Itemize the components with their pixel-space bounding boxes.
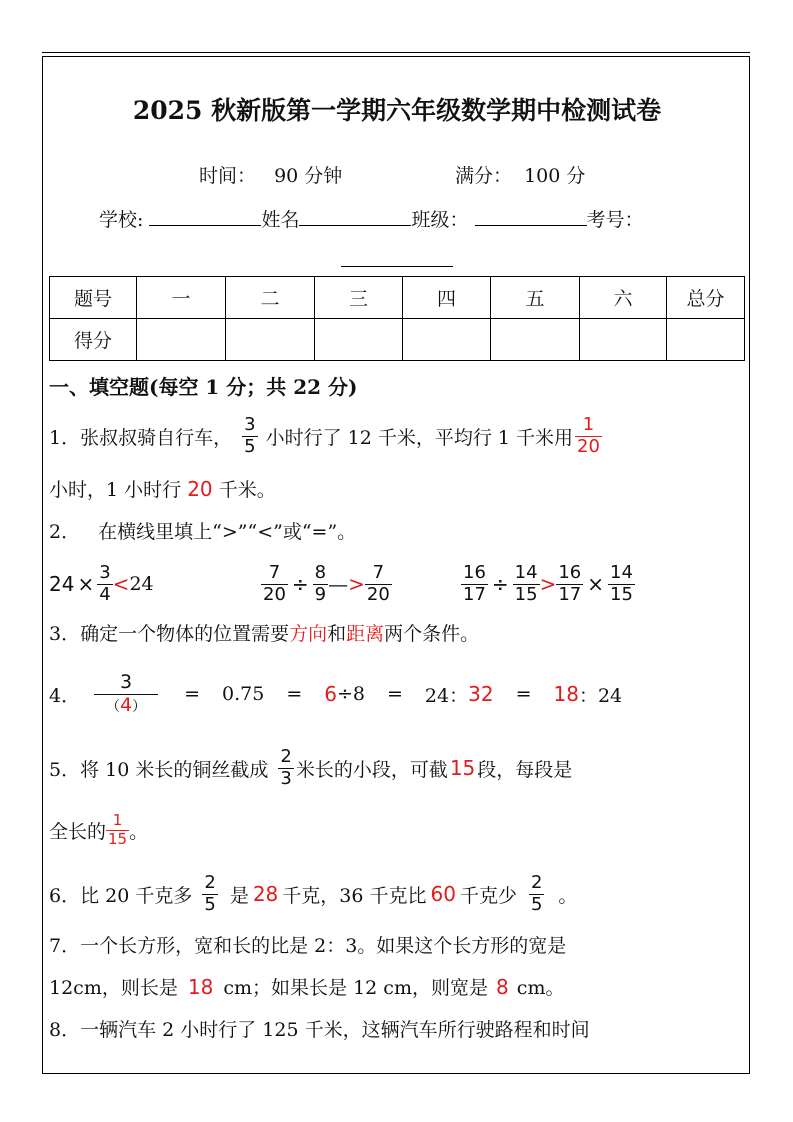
header-cell: 五 bbox=[491, 277, 580, 319]
q5-text-c: 段，每段是 bbox=[477, 758, 573, 781]
numerator: 1 bbox=[106, 813, 129, 831]
expr-fraction bbox=[513, 561, 540, 605]
denominator: 20 bbox=[577, 435, 600, 457]
exam-time bbox=[199, 161, 342, 188]
denominator: 15 bbox=[108, 829, 128, 848]
expr-fraction bbox=[313, 561, 328, 605]
q2-number: 2． bbox=[49, 521, 81, 543]
q6-text-a: 6．比 20 千克多 bbox=[49, 884, 193, 907]
top-rule bbox=[42, 52, 750, 53]
q3-answer-2: 距离 bbox=[346, 623, 385, 645]
denominator: 5 bbox=[204, 893, 216, 915]
score-table-header-row bbox=[50, 277, 745, 319]
q2-text: 在横线里填上“>”“<”或“=”。 bbox=[98, 521, 357, 543]
denominator: 15 bbox=[610, 583, 633, 605]
times-sign: × bbox=[77, 572, 95, 596]
score-cell[interactable] bbox=[667, 319, 745, 361]
q5-text-d: 全长的 bbox=[49, 820, 107, 843]
q6-fraction-2 bbox=[529, 871, 544, 915]
school-field[interactable] bbox=[149, 209, 261, 226]
id-field-row bbox=[341, 250, 453, 271]
expr-rhs: 24 bbox=[129, 573, 154, 595]
q2-expression-1 bbox=[49, 557, 154, 611]
q2-expression-2 bbox=[261, 557, 392, 611]
section-heading: 一、填空题(每空 1 分；共 22 分) bbox=[49, 375, 358, 399]
q1-fraction bbox=[242, 413, 257, 457]
q1-answer-fraction bbox=[575, 413, 602, 457]
q5-answer-fraction bbox=[106, 810, 129, 848]
denominator: 15 bbox=[514, 583, 538, 605]
numerator: 2 bbox=[280, 745, 292, 767]
numerator: 3 bbox=[244, 413, 256, 435]
header-cell: 三 bbox=[315, 277, 403, 319]
question-5-line-2 bbox=[49, 803, 148, 857]
denominator: 20 bbox=[366, 583, 390, 605]
q2-expression-3 bbox=[461, 557, 635, 611]
numerator: 7 bbox=[365, 564, 392, 585]
header-cell: 题号 bbox=[50, 277, 137, 319]
header-cell: 四 bbox=[403, 277, 491, 319]
score-cell[interactable] bbox=[403, 319, 491, 361]
score-cell[interactable] bbox=[137, 319, 226, 361]
q5-text-b: 米长的小段，可截 bbox=[295, 758, 448, 781]
class-label: 班级： bbox=[411, 209, 469, 231]
score-table bbox=[49, 276, 745, 361]
question-2-line-1 bbox=[49, 517, 356, 544]
q4-decimal: 0.75 bbox=[222, 683, 265, 705]
expr-fraction bbox=[97, 561, 112, 605]
paren-left: （ bbox=[106, 698, 121, 715]
header-cell: 六 bbox=[580, 277, 667, 319]
q2-answer-2: > bbox=[348, 572, 365, 596]
denominator: 17 bbox=[463, 583, 486, 605]
q4-answer-dividend: 6 bbox=[324, 682, 337, 706]
denominator: 5 bbox=[530, 893, 543, 915]
q7-text-b: cm；如果长是 12 cm，则宽是 bbox=[223, 977, 488, 999]
expr-fraction bbox=[556, 561, 583, 605]
numerator: 7 bbox=[261, 564, 288, 585]
numerator: 3 bbox=[94, 673, 158, 695]
divide-sign: ÷ bbox=[291, 572, 309, 596]
score-row-label: 得分 bbox=[50, 319, 137, 361]
q1-text-b: 小时行了 12 千米，平均行 1 千米用 bbox=[265, 426, 573, 449]
q5-text-e: 。 bbox=[129, 820, 149, 843]
question-5-line-1 bbox=[49, 741, 572, 795]
q1-text-d: 千米。 bbox=[218, 479, 276, 501]
header-cell: 总分 bbox=[667, 277, 745, 319]
q4-answer-denominator: 4 bbox=[120, 693, 133, 716]
equals-sign: = bbox=[286, 683, 303, 705]
answer-line: — bbox=[328, 572, 349, 596]
q4-ratio-right: ：24 bbox=[578, 684, 623, 707]
header-cell: 一 bbox=[137, 277, 226, 319]
q3-text-c: 两个条件。 bbox=[384, 623, 480, 645]
q6-answer-1: 28 bbox=[252, 882, 279, 906]
question-1-line-1 bbox=[49, 409, 602, 463]
question-4 bbox=[49, 661, 622, 727]
expr-fraction bbox=[261, 561, 288, 605]
expr-fraction bbox=[608, 561, 635, 605]
question-6 bbox=[49, 867, 577, 921]
q6-answer-2: 60 bbox=[430, 882, 456, 906]
expr-integer: 24 bbox=[49, 572, 75, 596]
q5-fraction bbox=[278, 745, 293, 789]
q7-answer-length: 18 bbox=[187, 975, 214, 999]
denominator: 9 bbox=[314, 583, 327, 605]
q6-fraction-1 bbox=[202, 871, 217, 915]
name-label: 姓名 bbox=[261, 209, 300, 231]
time-label: 时间： bbox=[199, 165, 257, 187]
q6-text-d: 千克少 bbox=[459, 884, 517, 907]
header-cell: 二 bbox=[226, 277, 315, 319]
q6-text-c: 千克，36 千克比 bbox=[282, 884, 427, 907]
times-sign: × bbox=[587, 572, 605, 596]
q5-text-a: 5．将 10 米长的铜丝截成 bbox=[49, 758, 269, 781]
q7-text-a: 12cm，则长是 bbox=[49, 977, 178, 999]
q1-number: 1． bbox=[49, 426, 81, 449]
q1-text-c: 小时，1 小时行 bbox=[49, 479, 182, 501]
equals-sign: = bbox=[184, 683, 201, 705]
q4-fraction bbox=[94, 670, 158, 716]
exam-title: 2025 秋新版第一学期六年级数学期中检测试卷 bbox=[132, 96, 662, 125]
numerator: 3 bbox=[99, 561, 111, 583]
name-field[interactable] bbox=[299, 209, 411, 226]
score-cell[interactable] bbox=[491, 319, 580, 361]
q4-number: 4． bbox=[49, 684, 81, 707]
score-cell[interactable] bbox=[315, 319, 403, 361]
q2-answer-3: > bbox=[539, 572, 557, 596]
q1-text-a: 张叔叔骑自行车， bbox=[80, 426, 233, 449]
question-7-line-2 bbox=[49, 973, 564, 1000]
numerator: 8 bbox=[314, 561, 327, 583]
denominator bbox=[94, 695, 158, 716]
exam-full-score bbox=[455, 161, 585, 188]
id-label: 考号： bbox=[586, 209, 644, 231]
numerator: 16 bbox=[463, 561, 486, 583]
time-value: 90 分钟 bbox=[274, 165, 343, 187]
denominator: 17 bbox=[558, 583, 582, 605]
numerator: 2 bbox=[530, 871, 543, 893]
question-3 bbox=[49, 619, 479, 646]
q1-answer-speed: 20 bbox=[187, 477, 213, 501]
numerator: 2 bbox=[204, 871, 216, 893]
q3-answer-1: 方向 bbox=[289, 623, 328, 645]
numerator: 1 bbox=[575, 416, 602, 437]
q5-answer-count: 15 bbox=[449, 756, 476, 780]
q6-text-b: 是 bbox=[229, 884, 249, 907]
denominator: 20 bbox=[263, 583, 286, 605]
numerator: 14 bbox=[514, 561, 538, 583]
school-label: 学校: bbox=[99, 209, 144, 231]
score-cell[interactable] bbox=[226, 319, 315, 361]
student-info-row bbox=[99, 205, 644, 232]
equals-sign: = bbox=[387, 683, 403, 705]
q7-answer-width: 8 bbox=[496, 975, 509, 999]
q2-answer-1: < bbox=[112, 572, 130, 596]
q3-text-b: 和 bbox=[327, 623, 347, 645]
expr-fraction bbox=[461, 561, 488, 605]
denominator: 5 bbox=[244, 435, 256, 457]
q4-answer-ratio-term: 32 bbox=[468, 682, 494, 706]
exam-paper bbox=[42, 56, 750, 1074]
q7-text-c: cm。 bbox=[516, 977, 565, 999]
divide-sign: ÷ bbox=[491, 572, 509, 596]
q6-text-e: 。 bbox=[558, 884, 578, 907]
denominator: 4 bbox=[99, 583, 111, 605]
id-field[interactable] bbox=[341, 250, 453, 267]
q4-ratio-left: 24： bbox=[424, 684, 469, 707]
numerator: 16 bbox=[558, 561, 582, 583]
score-label: 满分： bbox=[455, 165, 513, 187]
equals-sign: = bbox=[515, 683, 532, 705]
class-field[interactable] bbox=[475, 209, 587, 226]
paren-right: ） bbox=[132, 698, 147, 715]
denominator: 3 bbox=[280, 767, 292, 789]
score-value: 100 分 bbox=[524, 165, 586, 187]
question-1-line-2 bbox=[49, 475, 276, 502]
question-8-line-1: 8．一辆汽车 2 小时行了 125 千米，这辆汽车所行驶路程和时间 bbox=[49, 1019, 590, 1041]
expr-fraction bbox=[365, 561, 392, 605]
q4-divisor: ÷8 bbox=[336, 683, 365, 705]
score-cell[interactable] bbox=[580, 319, 667, 361]
question-7-line-1: 7．一个长方形，宽和长的比是 2：3。如果这个长方形的宽是 bbox=[49, 935, 567, 957]
q4-answer-ratio-antecedent: 18 bbox=[553, 682, 579, 706]
score-table-score-row bbox=[50, 319, 745, 361]
numerator: 14 bbox=[610, 561, 633, 583]
q3-text-a: 3．确定一个物体的位置需要 bbox=[49, 623, 290, 645]
